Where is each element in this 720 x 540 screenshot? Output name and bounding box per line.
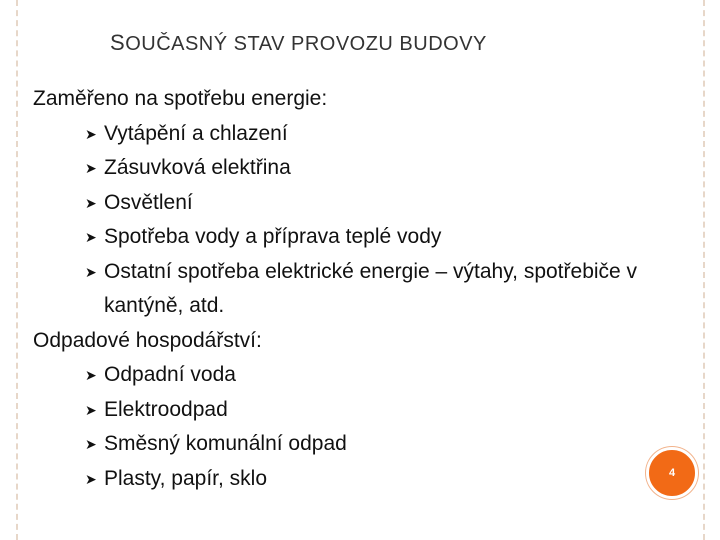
list-item-text: Osvětlení [104, 190, 193, 214]
slide-title [110, 30, 487, 56]
section-heading-energy: Zaměřeno na spotřebu energie: [33, 87, 328, 110]
arrow-right-icon: ➤ [85, 194, 97, 211]
list-item-text: Plasty, papír, sklo [104, 466, 268, 490]
arrow-right-icon: ➤ [85, 470, 97, 487]
list-item-text: Vytápění a chlazení [104, 121, 288, 145]
list-item [33, 220, 633, 255]
arrow-right-icon: ➤ [85, 401, 97, 418]
list-item [33, 358, 633, 393]
arrow-right-icon: ➤ [85, 160, 97, 176]
list-item [33, 117, 633, 152]
decorative-dashed-line-left [16, 0, 18, 540]
list-item [33, 255, 638, 324]
page-number: 4 [668, 467, 676, 479]
page-number-badge [646, 447, 698, 499]
list-item-text: Zásuvková elektřina [104, 156, 291, 179]
slide-title-rest: OUČASNÝ STAV PROVOZU BUDOVY [125, 33, 487, 55]
list-item [33, 151, 633, 186]
list-item-text: Spotřeba vody a příprava teplé vody [104, 225, 442, 248]
slide-title-first-letter: S [110, 30, 126, 55]
arrow-right-icon: ➤ [85, 436, 97, 452]
list-item [33, 462, 633, 497]
list-item [33, 186, 633, 221]
list-item-text: Elektroodpad [104, 397, 228, 421]
list-item-text: Odpadní voda [104, 363, 236, 386]
arrow-right-icon: ➤ [85, 229, 97, 245]
list-item-text: Směsný komunální odpad [104, 432, 347, 455]
decorative-dashed-line-right [703, 0, 705, 540]
list-item-text: Ostatní spotřeba elektrické energie – výtahy, spotřebiče v kantýně, atd. [104, 259, 638, 317]
list-item [33, 427, 633, 462]
section-heading-waste: Odpadové hospodářství: [33, 328, 262, 352]
arrow-right-icon: ➤ [85, 263, 97, 280]
arrow-right-icon: ➤ [85, 367, 97, 383]
arrow-right-icon: ➤ [85, 125, 97, 142]
list-item [33, 393, 633, 428]
slide-content [33, 82, 638, 496]
